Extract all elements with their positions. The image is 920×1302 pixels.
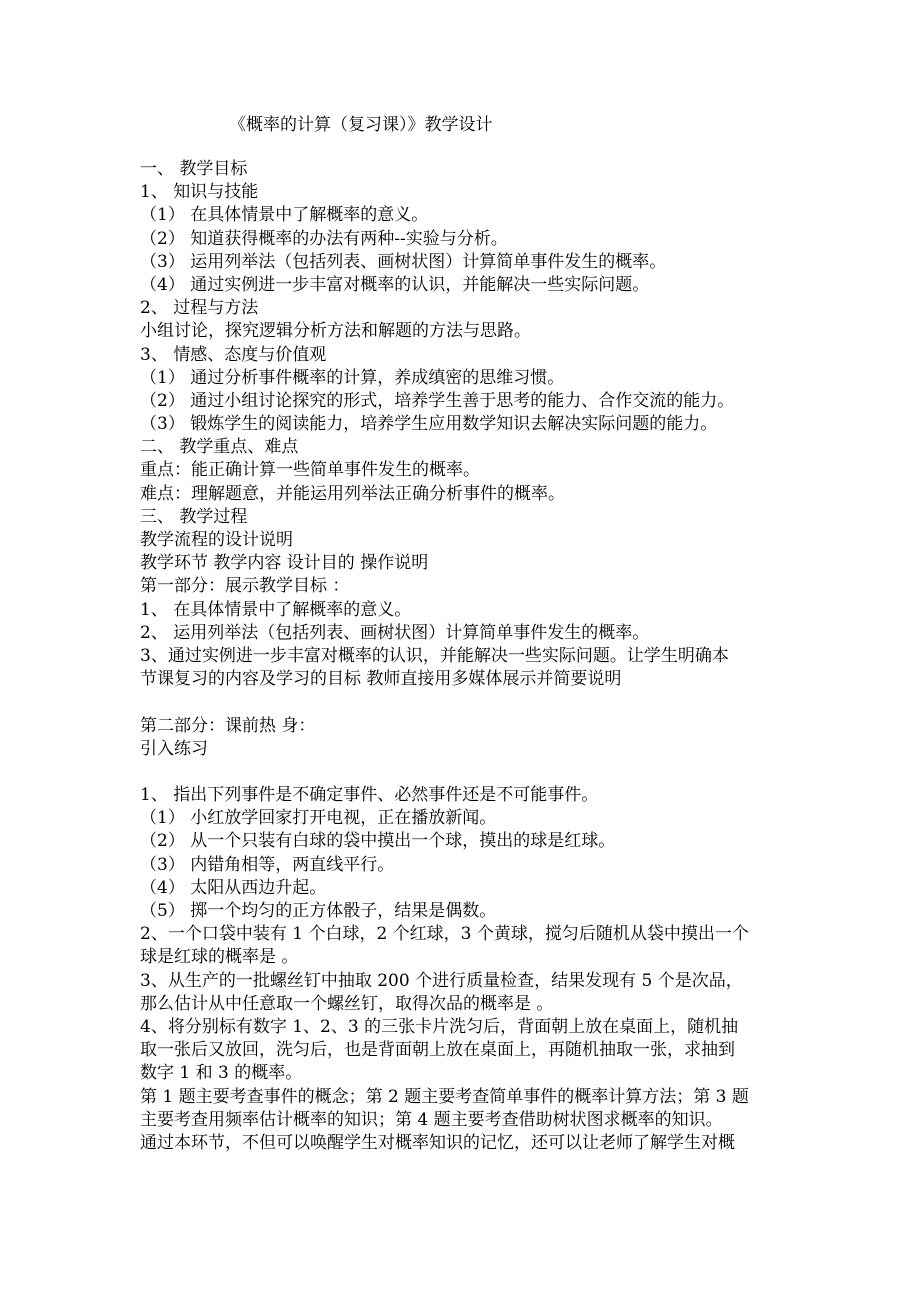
- text-line: 2、 运用列举法（包括列表、画树状图）计算简单事件发生的概率。: [140, 622, 650, 643]
- text-line: （3） 内错角相等，两直线平行。: [140, 854, 395, 875]
- text-line: （1） 小红放学回家打开电视，正在播放新闻。: [140, 808, 497, 829]
- document-body: [140, 158, 790, 1155]
- text-line: 1、 知识与技能: [140, 182, 259, 203]
- text-line: 难点：理解题意，并能运用列举法正确分析事件的概率。: [140, 483, 565, 504]
- text-line: 一、 教学目标: [140, 159, 248, 179]
- text-line: 球是红球的概率是 。: [140, 947, 299, 968]
- text-line: （3） 锻炼学生的阅读能力，培养学生应用数学知识去解决实际问题的能力。: [140, 414, 718, 435]
- document-title: 《概率的计算（复习课）》教学设计: [229, 115, 493, 135]
- text-line: 3、 情感、态度与价值观: [140, 344, 327, 365]
- text-line: 第一部分：展示教学目标 ：: [140, 576, 350, 597]
- blank-line: [140, 691, 790, 714]
- text-line: 取一张后又放回，洗匀后，也是背面朝上放在桌面上，再随机抽取一张，求抽到: [140, 1040, 735, 1061]
- text-line: 1、 在具体情景中了解概率的意义。: [140, 599, 412, 620]
- blank-line: [140, 761, 790, 784]
- text-line: 那么估计从中任意取一个螺丝钉，取得次品的概率是 。: [140, 993, 554, 1014]
- text-line: 第二部分：课前热 身：: [140, 715, 316, 736]
- text-line: （1） 通过分析事件概率的计算，养成缜密的思维习惯。: [140, 367, 565, 388]
- text-line: 4、将分别标有数字 1、2、3 的三张卡片洗匀后，背面朝上放在桌面上，随机抽: [140, 1016, 739, 1037]
- text-line: 节课复习的内容及学习的目标 教师直接用多媒体展示并简要说明: [140, 669, 622, 690]
- text-line: 3、从生产的一批螺丝钉中抽取 200 个进行质量检查，结果发现有 5 个是次品，: [140, 970, 743, 991]
- text-line: （1） 在具体情景中了解概率的意义。: [140, 205, 429, 226]
- text-line: （4） 通过实例进一步丰富对概率的认识，并能解决一些实际问题。: [140, 274, 650, 295]
- text-line: （4） 太阳从西边升起。: [140, 877, 327, 898]
- text-line: （2） 通过小组讨论探究的形式，培养学生善于思考的能力、合作交流的能力。: [140, 390, 735, 411]
- text-line: 数字 1 和 3 的概率。: [140, 1063, 303, 1084]
- text-line: （3） 运用列举法（包括列表、画树状图）计算简单事件发生的概率。: [140, 251, 667, 272]
- text-line: 引入练习: [140, 738, 208, 759]
- text-line: 主要考查用频率估计概率的知识；第 4 题主要考查借助树状图求概率的知识。: [140, 1109, 723, 1130]
- text-line: 小组讨论，探究逻辑分析方法和解题的方法与思路。: [140, 321, 531, 342]
- text-line: 第 1 题主要考查事件的概念；第 2 题主要考查简单事件的概率计算方法；第 3 题: [140, 1086, 749, 1107]
- text-line: 三、 教学过程: [140, 506, 248, 527]
- text-line: （2） 从一个只装有白球的袋中摸出一个球，摸出的球是红球。: [140, 831, 616, 852]
- text-line: 二、 教学重点、难点: [140, 437, 299, 458]
- text-line: 教学流程的设计说明: [140, 530, 293, 550]
- text-line: 1、 指出下列事件是不确定事件、必然事件还是不可能事件。: [140, 785, 599, 806]
- text-line: 通过本环节，不但可以唤醒学生对概率知识的记忆，还可以让老师了解学生对概: [140, 1132, 735, 1153]
- text-line: （5） 掷一个均匀的正方体骰子，结果是偶数。: [140, 901, 497, 921]
- text-line: 教学环节 教学内容 设计目的 操作说明: [140, 553, 429, 574]
- text-line: 重点：能正确计算一些简单事件发生的概率。: [140, 460, 480, 481]
- text-line: 3、通过实例进一步丰富对概率的认识，并能解决一些实际问题。让学生明确本: [140, 645, 729, 666]
- text-line: （2） 知道获得概率的办法有两种--实验与分析。: [140, 228, 508, 249]
- text-line: 2、 过程与方法: [140, 298, 259, 319]
- text-line: 2、一个口袋中装有 1 个白球，2 个红球，3 个黄球，搅匀后随机从袋中摸出一个: [140, 924, 749, 945]
